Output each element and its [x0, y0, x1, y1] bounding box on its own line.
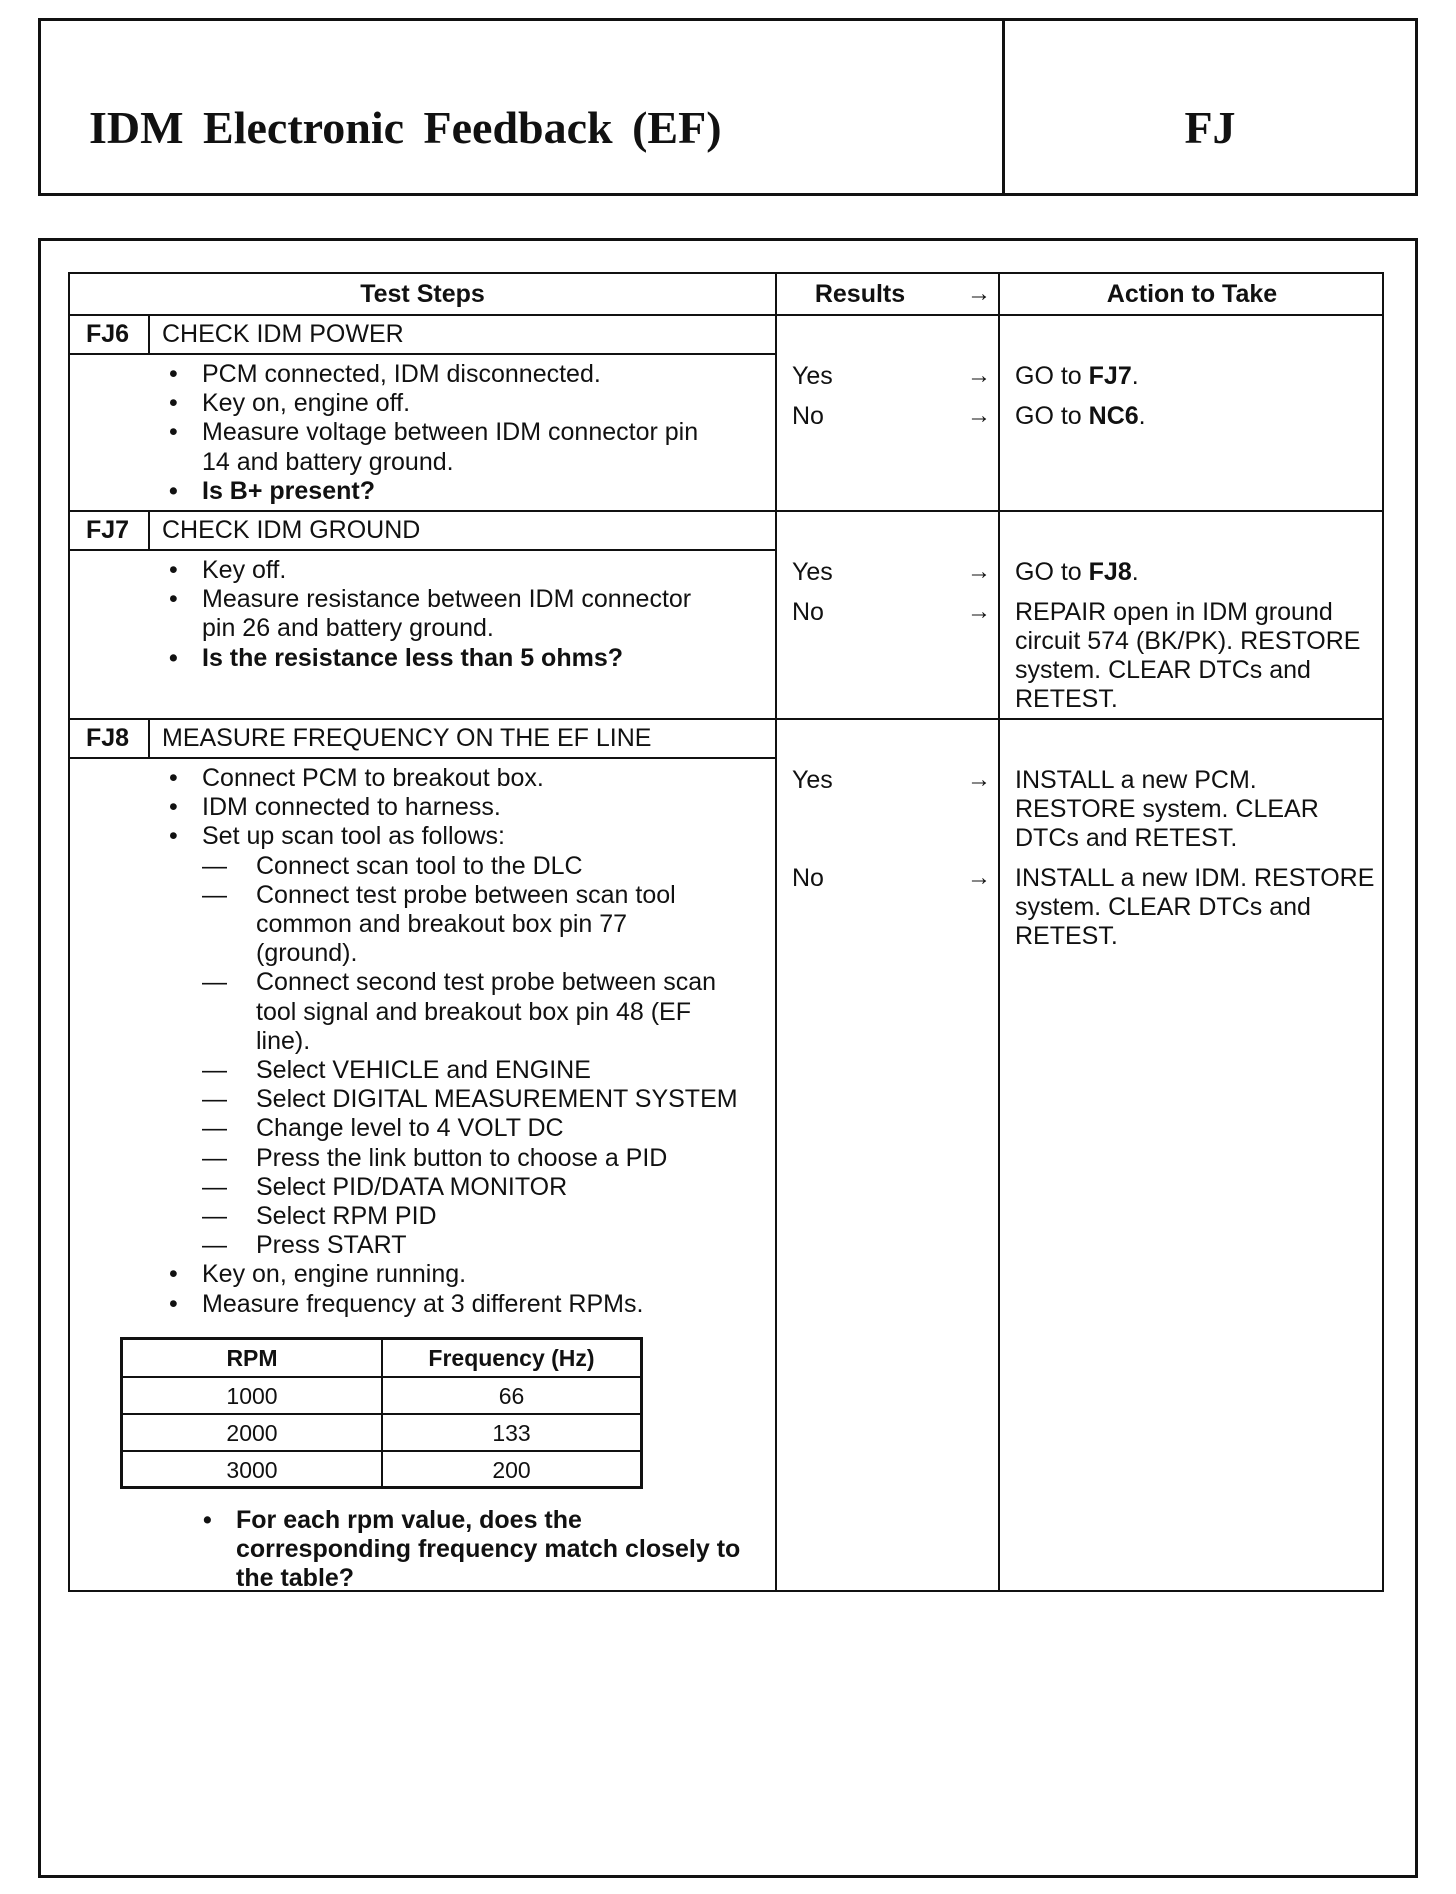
- freq-cell-hz: 66: [498, 1383, 525, 1409]
- fj7-action-yes: GO to FJ8.: [1015, 558, 1139, 586]
- fj8-question: [196, 1506, 740, 1594]
- diagnostic-table: [68, 272, 1384, 1592]
- fj7-steps-list: [162, 556, 691, 673]
- freq-row-rule: [123, 1450, 640, 1452]
- fj6-result-yes: Yes: [792, 362, 833, 390]
- step-title-fj8: MEASURE FREQUENCY ON THE EF LINE: [162, 724, 652, 752]
- action-line: RETEST.: [1015, 685, 1118, 713]
- goto-ref: NC6: [1088, 402, 1139, 430]
- action-line: INSTALL a new IDM. RESTORE: [1015, 864, 1375, 892]
- list-item: • PCM connected, IDM disconnected.: [162, 360, 698, 389]
- list-item: • Key off.: [162, 556, 691, 585]
- freq-row-rule: [123, 1413, 640, 1415]
- fj6-title-rule: [70, 353, 775, 355]
- fj6-action-no: GO to NC6.: [1015, 402, 1146, 430]
- fj8-result-no: No: [792, 864, 824, 892]
- list-item: • Measure resistance between IDM connector: [162, 585, 691, 614]
- list-item: • Measure frequency at 3 different RPMs.: [162, 1290, 738, 1319]
- step-id-fj8: FJ8: [86, 724, 130, 752]
- action-line: circuit 574 (BK/PK). RESTORE: [1015, 627, 1361, 655]
- list-item: • Measure voltage between IDM connector pin: [162, 418, 698, 447]
- step-id-fj7: FJ7: [86, 516, 130, 544]
- list-item: — Connect scan tool to the DLC: [162, 852, 738, 881]
- action-line: system. CLEAR DTCs and: [1015, 656, 1311, 684]
- action-line: DTCs and RETEST.: [1015, 824, 1238, 852]
- list-item: • IDM connected to harness.: [162, 793, 738, 822]
- action-line: RETEST.: [1015, 922, 1118, 950]
- step-title-fj6: CHECK IDM POWER: [162, 320, 404, 348]
- list-item: — Select VEHICLE and ENGINE: [162, 1056, 738, 1085]
- fj6-action-yes: GO to FJ7.: [1015, 362, 1139, 390]
- title-box: [38, 18, 1418, 196]
- fj6-steps-list: [162, 360, 698, 506]
- arrow-icon: →: [967, 864, 991, 891]
- fj7-id-divider: [148, 510, 150, 549]
- list-item: — Change level to 4 VOLT DC: [162, 1114, 738, 1143]
- fj8-title-rule: [70, 757, 775, 759]
- freq-cell-hz: 133: [492, 1420, 531, 1446]
- list-item: the table?: [236, 1564, 355, 1593]
- list-item: (ground).: [256, 939, 358, 968]
- freq-cell-hz: 200: [492, 1457, 531, 1483]
- list-item: • Connect PCM to breakout box.: [162, 764, 738, 793]
- goto-ref: FJ8: [1088, 558, 1132, 586]
- list-item: pin 26 and battery ground.: [202, 614, 494, 643]
- fj8-action-yes: [1015, 766, 1319, 853]
- list-item: — Select DIGITAL MEASUREMENT SYSTEM: [162, 1085, 738, 1114]
- list-item: — Select PID/DATA MONITOR: [162, 1173, 738, 1202]
- list-item: line).: [256, 1026, 311, 1055]
- fj7-result-yes: Yes: [792, 558, 833, 586]
- action-line: REPAIR open in IDM ground: [1015, 598, 1333, 626]
- list-item: • Is B+ present?: [162, 477, 698, 506]
- list-item: common and breakout box pin 77: [256, 910, 628, 939]
- action-line: RESTORE system. CLEAR: [1015, 795, 1319, 823]
- arrow-icon: →: [967, 362, 991, 389]
- action-line: INSTALL a new PCM.: [1015, 766, 1257, 794]
- list-item: — Connect second test probe between scan: [162, 968, 738, 997]
- arrow-icon: →: [967, 558, 991, 585]
- arrow-icon: →: [967, 766, 991, 793]
- fj7-result-no: No: [792, 598, 824, 626]
- fj7-bottom-rule: [70, 718, 1382, 720]
- header-results: Results: [814, 280, 906, 308]
- step-title-fj7: CHECK IDM GROUND: [162, 516, 421, 544]
- step-id-fj6: FJ6: [86, 320, 130, 348]
- list-item: • Set up scan tool as follows:: [162, 822, 738, 851]
- list-item: 14 and battery ground.: [202, 447, 454, 476]
- section-code: FJ: [1184, 102, 1236, 153]
- header-arrow-icon: →: [967, 280, 991, 307]
- arrow-icon: →: [967, 598, 991, 625]
- fj8-result-yes: Yes: [792, 766, 833, 794]
- fj6-bottom-rule: [70, 510, 1382, 512]
- page-title: IDM Electronic Feedback (EF): [89, 102, 722, 153]
- fj7-title-rule: [70, 549, 775, 551]
- freq-cell-rpm: 3000: [226, 1457, 278, 1483]
- list-item: • Key on, engine off.: [162, 389, 698, 418]
- freq-header-rpm: RPM: [226, 1345, 278, 1371]
- freq-cell-rpm: 2000: [226, 1420, 278, 1446]
- freq-header-frequency: Frequency (Hz): [428, 1345, 595, 1371]
- list-item: • For each rpm value, does the: [196, 1506, 740, 1535]
- list-item: tool signal and breakout box pin 48 (EF: [256, 997, 691, 1026]
- list-item: — Press the link button to choose a PID: [162, 1144, 738, 1173]
- col-divider-action: [998, 274, 1000, 1590]
- header-action: Action to Take: [1106, 280, 1278, 308]
- goto-ref: FJ7: [1088, 362, 1132, 390]
- list-item: — Connect test probe between scan tool: [162, 881, 738, 910]
- fj6-id-divider: [148, 314, 150, 353]
- list-item: • Is the resistance less than 5 ohms?: [162, 644, 691, 673]
- list-item: — Select RPM PID: [162, 1202, 738, 1231]
- freq-row-rule: [123, 1376, 640, 1378]
- fj8-id-divider: [148, 718, 150, 757]
- fj8-action-no: [1015, 864, 1374, 951]
- fj7-action-no: [1015, 598, 1360, 714]
- freq-cell-rpm: 1000: [226, 1383, 278, 1409]
- fj6-result-no: No: [792, 402, 824, 430]
- arrow-icon: →: [967, 402, 991, 429]
- rpm-frequency-table: [120, 1337, 643, 1489]
- header-test-steps: Test Steps: [360, 280, 485, 308]
- header-rule: [70, 314, 1382, 316]
- fj8-steps-list: [162, 764, 738, 1319]
- list-item: corresponding frequency match closely to: [236, 1535, 741, 1564]
- action-line: system. CLEAR DTCs and: [1015, 893, 1311, 921]
- list-item: — Press START: [162, 1231, 738, 1260]
- col-divider-results: [775, 274, 777, 1590]
- list-item: • Key on, engine running.: [162, 1260, 738, 1289]
